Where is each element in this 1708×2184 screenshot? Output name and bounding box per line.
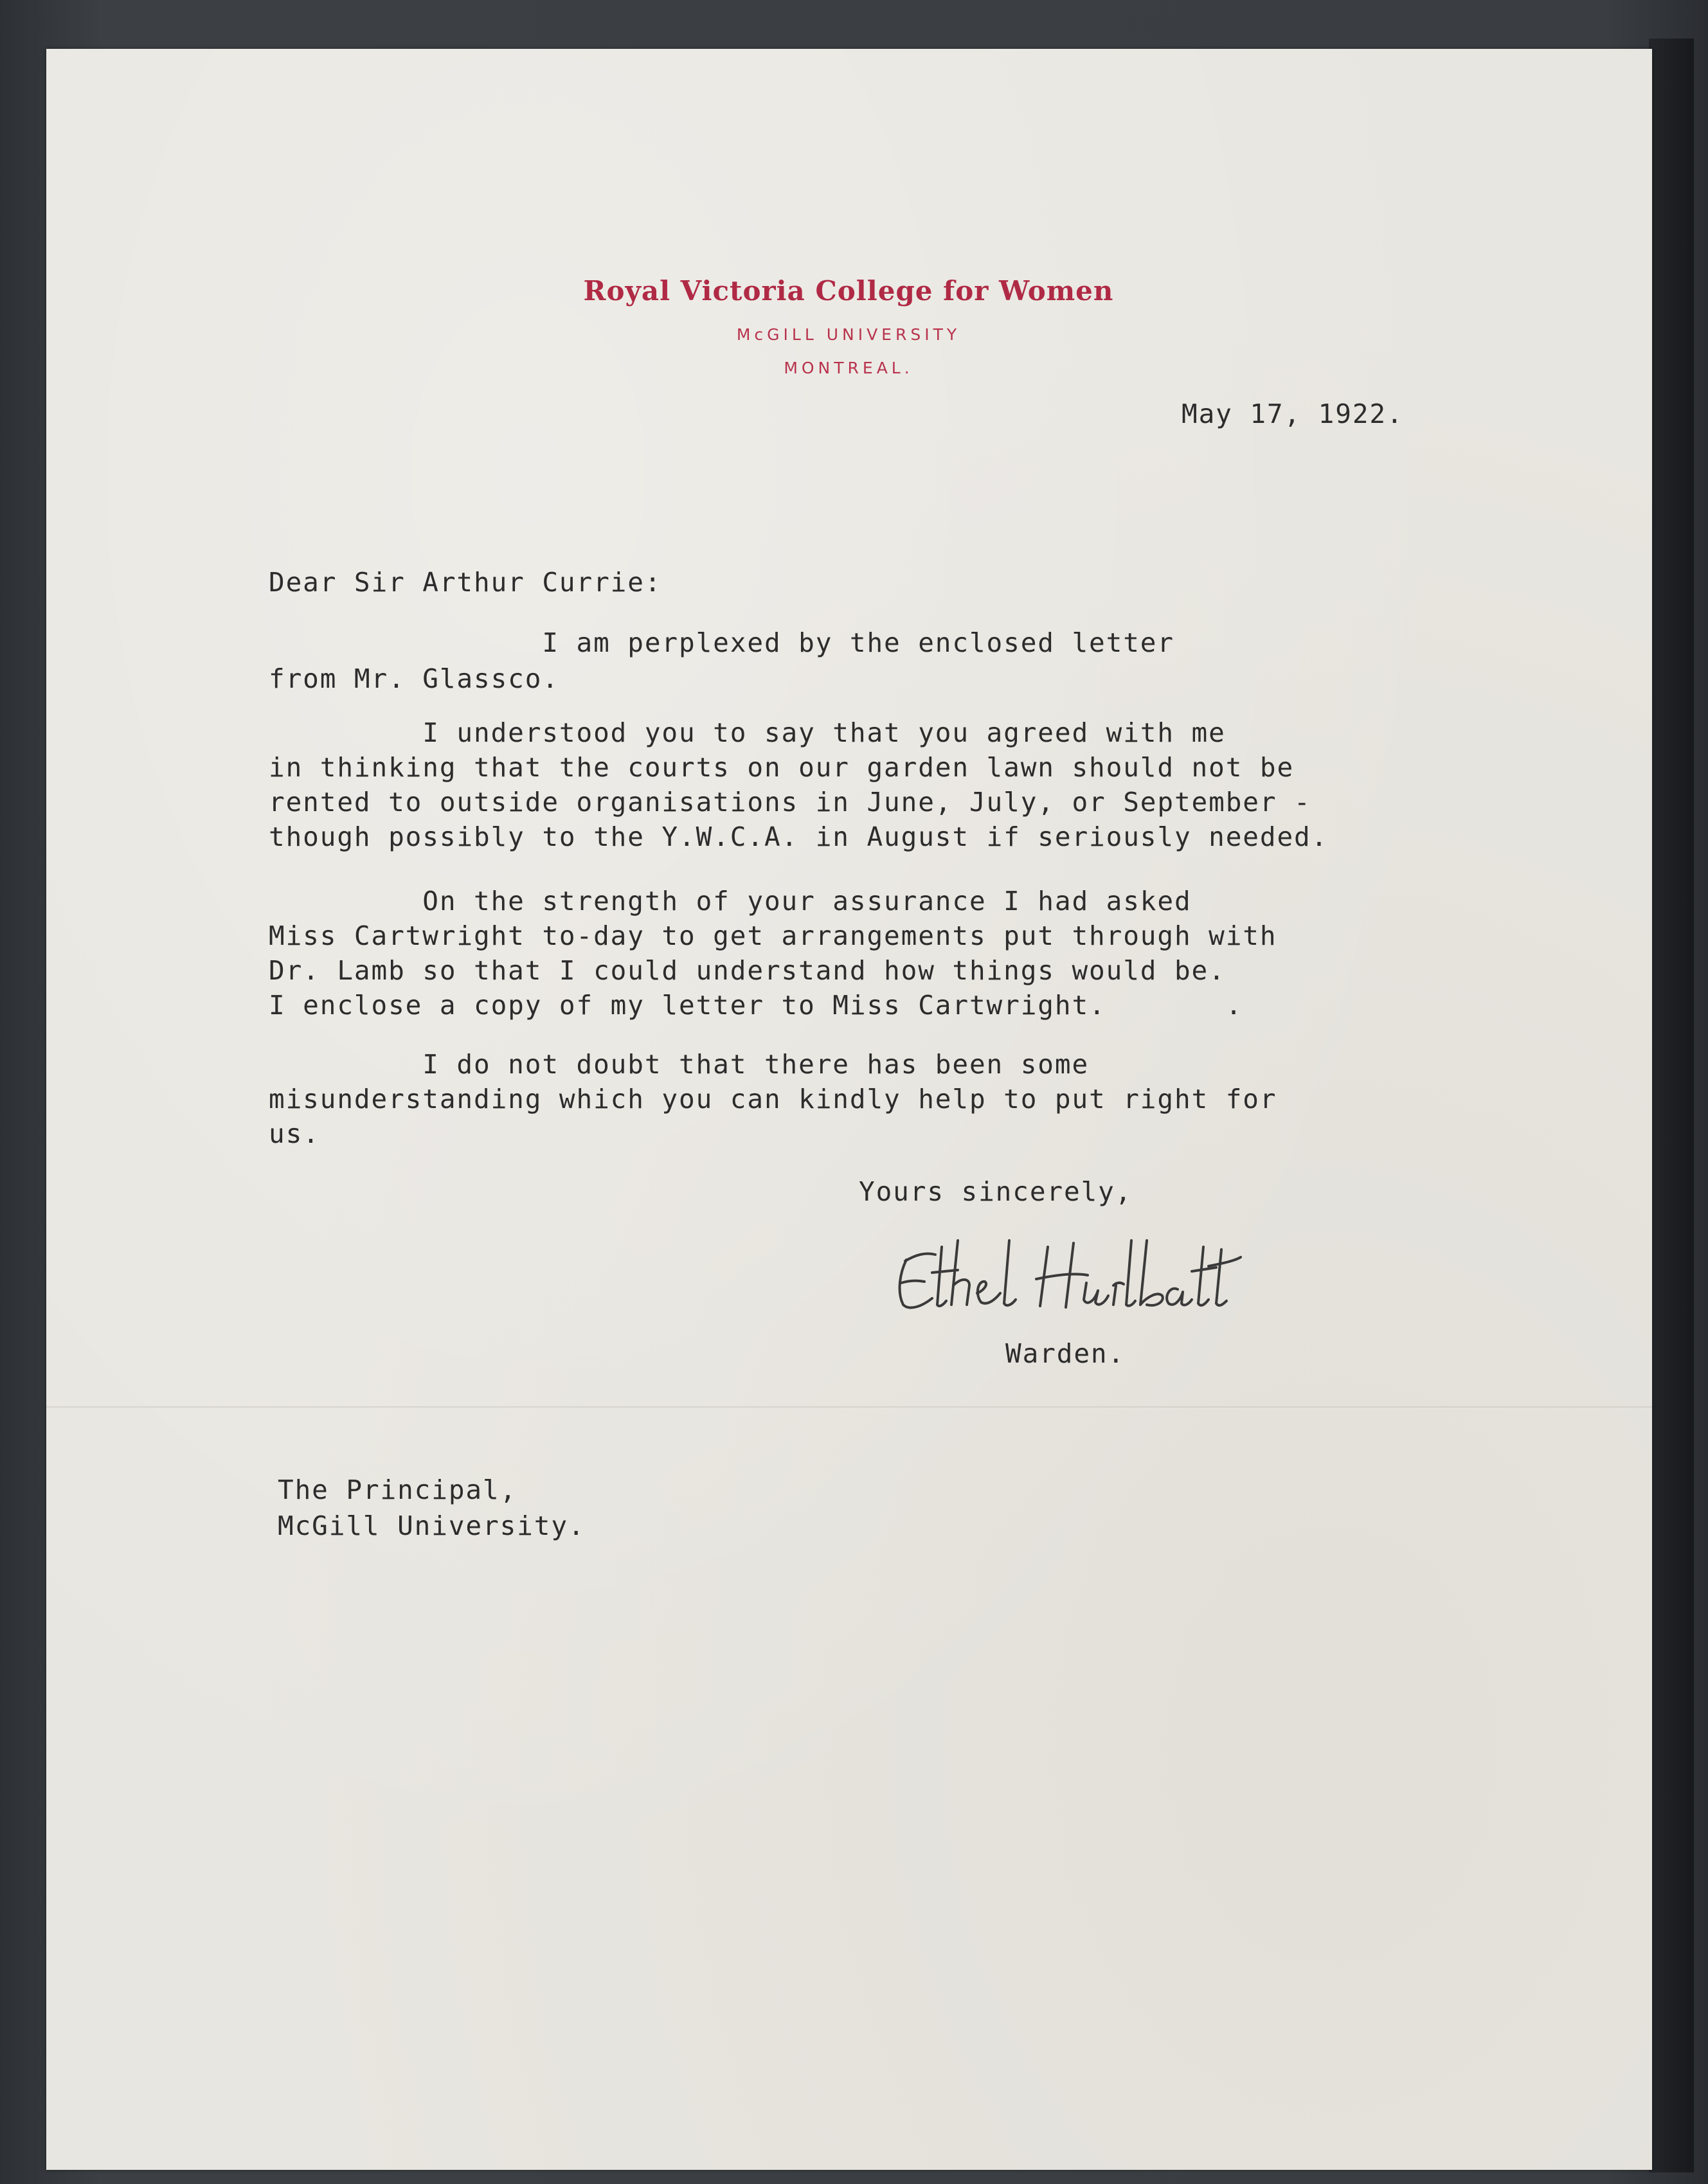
letter-date: May 17, 1922.: [1182, 398, 1404, 429]
scan-edge-shadow: [1649, 39, 1694, 2172]
body-line: us.: [269, 1118, 320, 1149]
body-line: I enclose a copy of my letter to Miss Cartwright. .: [269, 990, 1243, 1021]
signatory-title: Warden.: [1005, 1338, 1126, 1369]
letterhead-university: McGILL UNIVERSITY: [736, 325, 961, 344]
handwritten-signature: [887, 1221, 1247, 1337]
body-line: from Mr. Glassco.: [269, 663, 559, 694]
addressee-line-2: McGill University.: [278, 1510, 586, 1541]
closing: Yours sincerely,: [859, 1176, 1133, 1207]
body-line: I do not doubt that there has been some: [269, 1049, 1090, 1080]
addressee-line-1: The Principal,: [278, 1474, 517, 1505]
salutation: Dear Sir Arthur Currie:: [269, 567, 662, 598]
body-line: misunderstanding which you can kindly help to put right for: [269, 1084, 1277, 1114]
letterhead-city: MONTREAL.: [784, 359, 913, 377]
body-line: rented to outside organisations in June, July, or September -: [269, 787, 1311, 818]
body-line: Miss Cartwright to-day to get arrangements put through with: [269, 920, 1277, 951]
body-line: On the strength of your assurance I had asked: [269, 886, 1192, 917]
paper-fold-line: [46, 1406, 1652, 1409]
signature-icon: [887, 1221, 1247, 1337]
body-line: in thinking that the courts on our garden lawn should not be: [269, 752, 1295, 783]
body-line: I am perplexed by the enclosed letter: [269, 627, 1174, 658]
body-line: Dr. Lamb so that I could understand how things would be.: [269, 955, 1226, 986]
body-line: though possibly to the Y.W.C.A. in August if seriously needed.: [269, 821, 1329, 852]
body-line: I understood you to say that you agreed with me: [269, 717, 1226, 748]
letterhead-institution: Royal Victoria College for Women: [583, 275, 1114, 307]
